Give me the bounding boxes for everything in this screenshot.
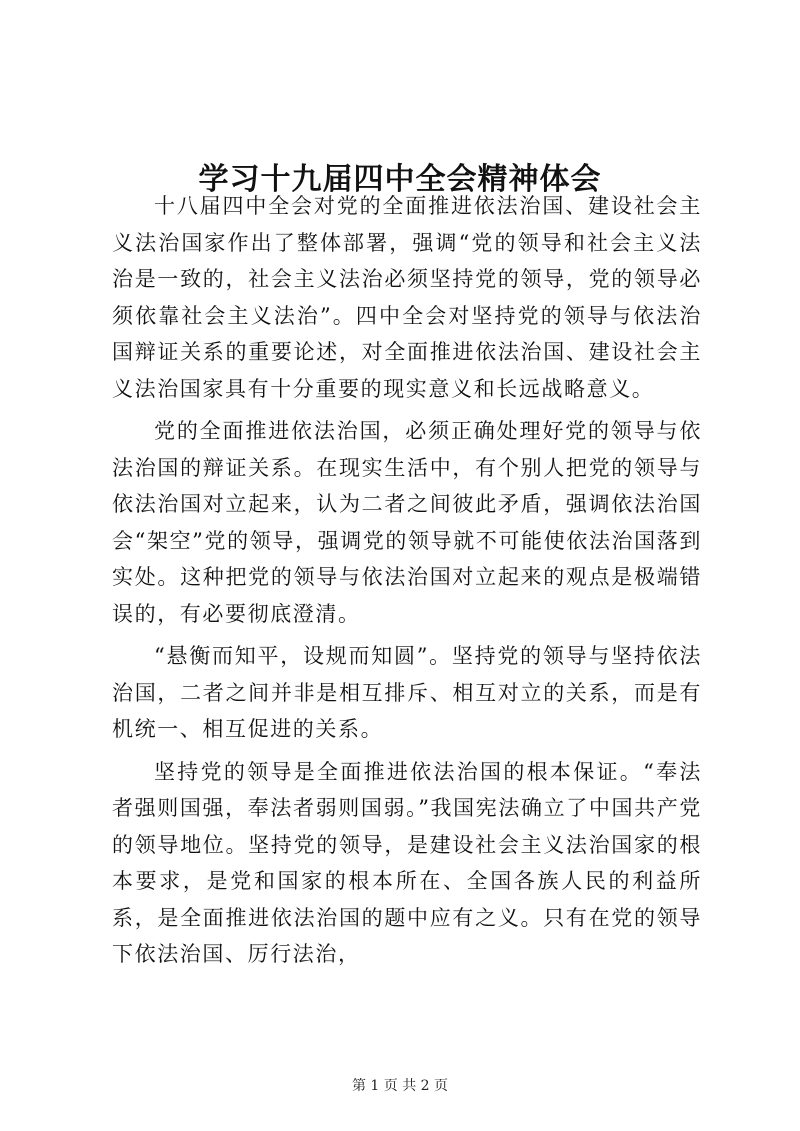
paragraph-2: 党的全面推进依法治国，必须正确处理好党的领导与依法治国的辩证关系。在现实生活中，有个别人把党的领导与依法治国对立起来，认为二者之间彼此矛盾，强调依法治国会“架空”党的领导，强调党的领导就不可能使依法治国落到实处。这种把党的领导与依法治国对立起来的观点是极端错误的，有必要彻底澄清。: [112, 419, 702, 626]
document-title: 学习十九届四中全会精神体会: [198, 162, 602, 198]
page-footer: 第 1 页 共 2 页: [351, 1078, 449, 1094]
document-body: [112, 188, 702, 973]
paragraph-3: “悬衡而知平，设规而知圆”。坚持党的领导与坚持依法治国，二者之间并非是相互排斥、相互对立的关系，而是有机统一、相互促进的关系。: [112, 644, 702, 741]
paragraph-1: 十八届四中全会对党的全面推进依法治国、建设社会主义法治国家作出了整体部署，强调“党的领导和社会主义法治是一致的，社会主义法治必须坚持党的领导，党的领导必须依靠社会主义法治”。四中全会对坚持党的领导与依法治国辩证关系的重要论述，对全面推进依法治国、建设社会主义法治国家具有十分重要的现实意义和长远战略意义。: [112, 194, 702, 401]
paragraph-4: 坚持党的领导是全面推进依法治国的根本保证。“奉法者强则国强，奉法者弱则国弱。”我国宪法确立了中国共产党的领导地位。坚持党的领导，是建设社会主义法治国家的根本要求，是党和国家的根本所在、全国各族人民的利益所系，是全面推进依法治国的题中应有之义。只有在党的领导下依法治国、厉行法治，: [112, 759, 702, 966]
